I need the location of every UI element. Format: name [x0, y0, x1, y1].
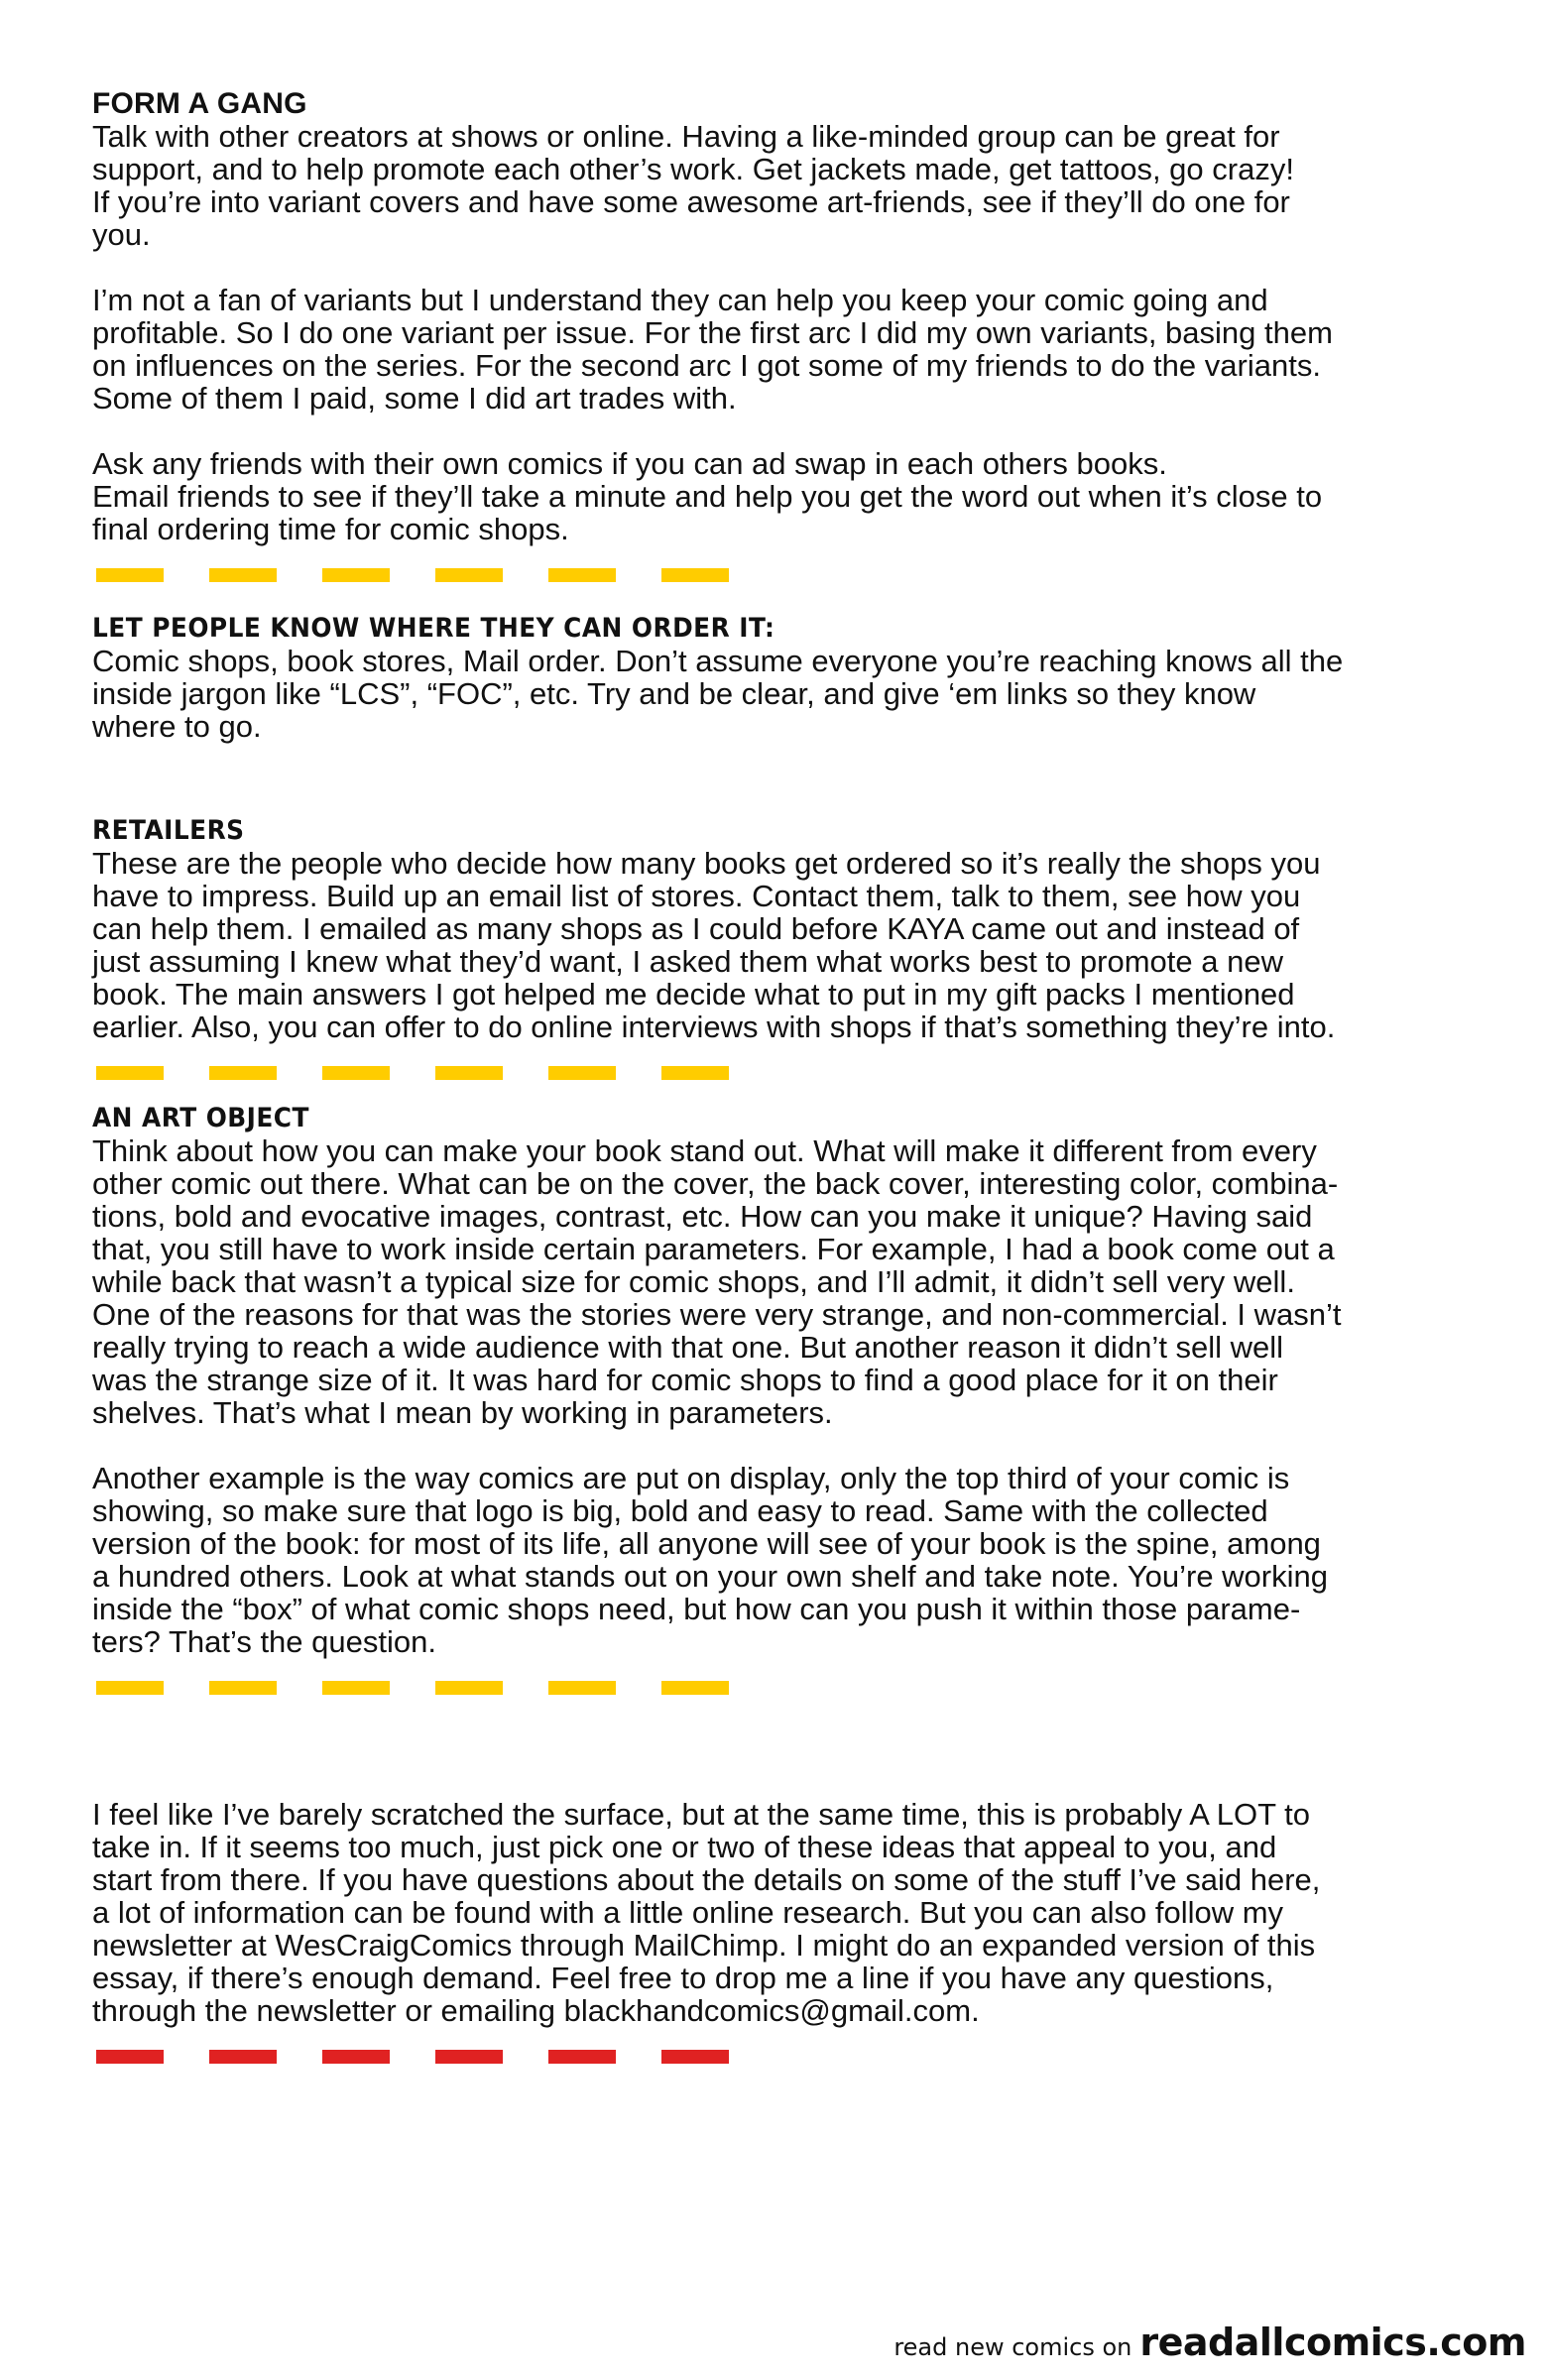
- credit-prefix: read new comics on: [893, 2333, 1132, 2361]
- section-title-form-a-gang: FORM A GANG: [92, 87, 307, 120]
- section-title-art-object: AN ART OBJECT: [92, 1103, 309, 1133]
- dash: [322, 2050, 390, 2064]
- dash: [322, 1681, 390, 1695]
- gang-paragraph-3: Ask any friends with their own comics if you can ad swap in each others books. Email friends to see if they’ll take a minute and help you get the word out when it’s close to final ordering time for comic shops.: [92, 446, 1323, 546]
- section-title-retailers: RETAILERS: [92, 815, 245, 846]
- dash: [548, 1066, 616, 1080]
- dash: [661, 2050, 729, 2064]
- section-title-order: LET PEOPLE KNOW WHERE THEY CAN ORDER IT:: [92, 613, 775, 644]
- yellow-dash-divider: [96, 1066, 1481, 1080]
- order-paragraph: Comic shops, book stores, Mail order. Don’t assume everyone you’re reaching knows all the inside jargon like “LCS”, “FOC”, etc. Try and be clear, and give ‘em links so they know where to go.: [92, 644, 1344, 744]
- dash: [548, 1681, 616, 1695]
- dash: [209, 568, 277, 582]
- dash: [209, 1066, 277, 1080]
- retailers-paragraph: These are the people who decide how many books get ordered so it’s really the shops you have to impress. Build up an email list of stores. Contact them, talk to them, see how you can help them. I emailed as many shops as I could before KAYA came out and instead of just assuming I knew what they’d want, I asked them what works best to promote a new book. The main answers I got helped me decide what to put in my gift packs I mentioned earlier. Also, you can offer to do online interviews with shops if that’s something they’re into.: [92, 846, 1336, 1044]
- closing-paragraph: I feel like I’ve barely scratched the surface, but at the same time, this is probably A LOT to take in. If it seems too much, just pick one or two of these ideas that appeal to you, and start from there. If you have questions about the details on some of the stuff I’ve said here, a lot of information can be found with a little online research. But you can also follow my newsletter at WesCraigComics through MailChimp. I might do an expanded version of this essay, if there’s enough demand. Feel free to drop me a line if you have any questions, through the newsletter or emailing blackhandcomics@gmail.com.: [92, 1797, 1321, 2028]
- gang-paragraph-2: I’m not a fan of variants but I understand they can help you keep your comic going and profitable. So I do one variant per issue. For the first arc I did my own variants, basing them on influences on the series. For the second arc I got some of my friends to do the variants. Some of them I paid, some I did art trades with.: [92, 283, 1333, 416]
- dash: [435, 1681, 503, 1695]
- art-paragraph-2: Another example is the way comics are put on display, only the top third of your comic is showing, so make sure that logo is big, bold and easy to read. Same with the collected version of the book: for most of its life, all anyone will see of your book is the spine, among a hundred others. Look at what stands out on your own shelf and take note. You’re working inside the “box” of what comic shops need, but how can you push it within those parame- ters? That’s the question.: [92, 1461, 1328, 1659]
- site-credit: [893, 2320, 1526, 2364]
- yellow-dash-divider: [96, 1681, 1481, 1695]
- dash: [209, 1681, 277, 1695]
- dash: [548, 2050, 616, 2064]
- red-dash-divider: [96, 2050, 1481, 2064]
- dash: [661, 1066, 729, 1080]
- dash: [435, 2050, 503, 2064]
- dash: [661, 568, 729, 582]
- dash: [96, 2050, 164, 2064]
- yellow-dash-divider: [96, 568, 1481, 582]
- dash: [209, 2050, 277, 2064]
- dash: [548, 568, 616, 582]
- gang-paragraph-1: Talk with other creators at shows or online. Having a like-minded group can be great for support, and to help promote each other’s work. Get jackets made, get tattoos, go crazy! If you’re into variant covers and have some awesome art-friends, see if they’ll do one for you.: [92, 119, 1294, 252]
- dash: [96, 1681, 164, 1695]
- dash: [322, 568, 390, 582]
- dash: [96, 1066, 164, 1080]
- dash: [661, 1681, 729, 1695]
- dash: [96, 568, 164, 582]
- art-paragraph-1: Think about how you can make your book stand out. What will make it different from every other comic out there. What can be on the cover, the back cover, interesting color, combina- tions, bold and evocative images, contrast, etc. How can you make it unique? Having said that, you still have to work inside certain parameters. For example, I had a book come out a while back that wasn’t a typical size for comic shops, and I’ll admit, it didn’t sell very well. One of the reasons for that was the stories were very strange, and non-commercial. I wasn’t really trying to reach a wide audience with that one. But another reason it didn’t sell well was the strange size of it. It was hard for comic shops to find a good place for it on their shelves. That’s what I mean by working in parameters.: [92, 1133, 1342, 1430]
- credit-site-name[interactable]: readallcomics.com: [1139, 2320, 1526, 2364]
- dash: [322, 1066, 390, 1080]
- dash: [435, 1066, 503, 1080]
- article-page: [92, 87, 1481, 2085]
- dash: [435, 568, 503, 582]
